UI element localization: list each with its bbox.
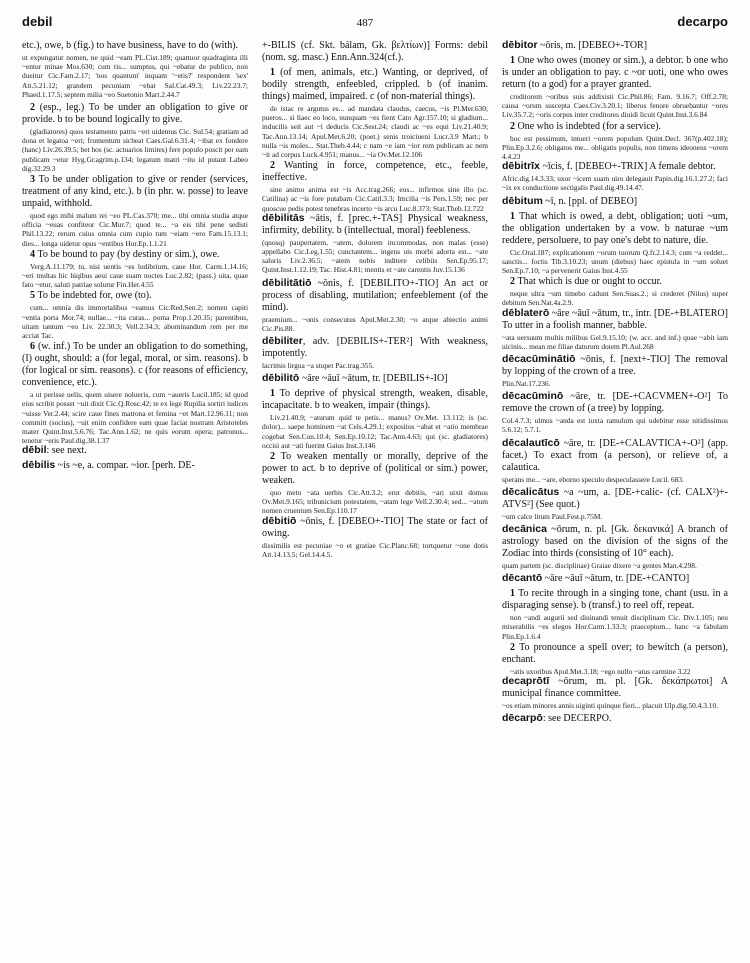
sense-number: 5 [30, 290, 38, 302]
sense-text: To be indebted for, owe (to). [37, 290, 152, 302]
headword: decaprōtī [502, 675, 550, 688]
sense-number: 2 [270, 160, 285, 172]
entry-sense [502, 642, 728, 676]
citations: (quosq) paupertatem, ~atem, dolorem incommodas, non malas (esse) appellabo Cic.Leg.1.55; cunctantem... ingens uis morbi adorta est... ~ate saluris Liv.2.36.5; ~atem nobis inditere celibiis Sen.Ep.95.17; Quint.Inst.1.12.19; Tac. Hist.4.81; mentis et ~ate carentis Juv.15.136 [262, 237, 488, 275]
citations: (gladiatores) quos testamento patris ~eri uidemus Cic. Sul.54; gratiam ad dona et legatoa ~eri; frumentum sicheat Caes.Gal.6.31.4; ~ibat ex fondere (hanc) Liv.26.39.5; bet hos (sc. actuarios limites) fere populo poscit per eam publicam ~etur Hyg.Gr.agrim.p.134; legatum matri ~itu id putant Labeo dig.32.29.3 [22, 127, 248, 173]
citations: Verg.A.11.179; tu, nisi uentis ~es ludibrium, caue Hor. Carm.1.14.16; ~eri multas hic hiqibus aeui caue suam noctes Luc.2.82; (pass.) uita, quae fato ~etur, saluti patriae solutur Fin.Her.4.55 [22, 261, 248, 290]
headword: dēcalicātus [502, 485, 560, 498]
sense-text: That which is owed, a debt, obligation; uoti ~um, the obligation undertaken by a vow. b naturae ~um reddere, persoluere, to pay one's debt to nature, die. [502, 210, 728, 246]
sense-number: 2 [270, 451, 281, 463]
text-columns [22, 40, 728, 960]
sense-number: 2 [510, 120, 518, 132]
sense-text: To weaken mentally or morally, deprive of the power to act. b to deprive of (political or sim.) power, weaken. [262, 451, 488, 487]
sense-text: To deprive of physical strength, weaken, disable, incapacitate. b to weaken, impair (things). [262, 388, 488, 412]
citations: Col.4.7.3; ulmus ~anda est iuxta ramulum qui udebitur esse nitidissimus 5.6.12; 5.7.1. [502, 416, 728, 435]
sense-text: To be under obligation to give or render (services, treatment of any kind, etc.). b (in phr. w. posse) to leave unpaid, withhold. [22, 174, 248, 210]
sense-text: Wanting in force, competence, etc., feeble, ineffective. [262, 160, 488, 184]
sense-text: (esp., leg.) To be under an obligation to give or provide. b to be bound logically to give. [22, 102, 248, 126]
dictionary-entry [502, 676, 728, 710]
entry-sense [262, 40, 488, 64]
sense-text: (w. inf.) To be under an obligation to do something, (I) ought, should: a (for legal, moral, or sim. reasons). b (for logical or sim. reasons). c (for reasons of efficiency, convenience, etc.). [22, 341, 248, 389]
column-middle [262, 40, 488, 960]
dictionary-entry [502, 573, 728, 585]
continued-text: etc.), owe, b (fig.) to have business, have to do (with). [22, 40, 239, 51]
entry-etymology: ~ī, n. [ppl. of DEBEO] [542, 195, 638, 207]
citations: Plin.Nat.17.236. [502, 379, 551, 389]
citations: sperans me... ~are, eborno speculo despeculassere Lucil. 683. [502, 474, 684, 484]
citations: praemium... ~onis consecutus Apul.Met.2.30; ~o atque abiectio animi Cic.Pis.88. [262, 314, 488, 333]
citations: ~um calce litum Paul.Fest.p.75M. [502, 511, 603, 521]
sense-number: 2 [510, 276, 518, 288]
entry-sense [502, 121, 728, 162]
dictionary-entry [502, 196, 728, 208]
headword: decānica [502, 523, 547, 536]
continued-text: +-BILIS (cf. Skt. bálam, Gk. βελτίων)] Forms: debil (nom. sg. masc.) Enn.Ann.324(cf.). [262, 40, 488, 63]
citations: a ut perisse uelis, quem uisere nolueris, cum ~aueris Lucil.185; id quod eius scribit posset ~uit dixit Cic.Q.Rosc.42; te ex lege Rupilia sortiri iudices ~uisse Ver.2.44; scire caue fines matrona et femina ~et Mart.12.96.11; non committ (socius), ~uit enim confidere eam quae faciat nostram Aristoteles mater Quint.Inst.5.6.76; Tac.Ann.1.62; ne quis eorum opera; patronus... tenetur ~eris Paul.dig.38.1.37 [22, 390, 248, 446]
dictionary-entry [502, 40, 728, 52]
sense-text: To pronounce a spell over; to bewitch (a person), enchant. [502, 641, 728, 665]
headword: dēcantō [502, 572, 543, 585]
entry-etymology: : see DECERPO. [542, 713, 612, 725]
headword: dēbitum [502, 194, 543, 207]
sense-definition [502, 55, 728, 91]
entry-etymology: ~ōrum, m. pl. [Gk. δεκάπρωτοι] A municipal finance committee. [502, 676, 728, 700]
entry-sense [502, 276, 728, 307]
citations: quod ego mihi malum rei ~eo PL.Cas.370; me... tibi omnia studia atque officia ~euas confiteor Cic.Mur.7; quod te... ~a eis tibi pene sedisti Phil.13.22; rerum cuius omnia cum cupio tum ~eiam ~ero Fam.15.13.1; dies... longa uidetur opus ~entibus Hor.Ep.1.1.21 [22, 211, 248, 248]
sense-number: 1 [510, 588, 519, 600]
entry-etymology: ~āre ~āuī ~ātum, tr. [DE-+CANTO] [542, 573, 690, 585]
sense-definition [262, 67, 488, 103]
headword: dēbitiō [262, 514, 297, 527]
entry-sense [22, 102, 248, 173]
dictionary-entry [22, 460, 248, 472]
sense-definition [502, 121, 728, 133]
entry-sense [502, 211, 728, 276]
sense-definition [502, 642, 728, 666]
sense-text: (of men, animals, etc.) Wanting, or deprived, of bodily strength, enfeebled, crippled. b (of inanim. things) maimed, impaired. c (of non-material things). [262, 67, 488, 102]
headword: dēbitrīx [502, 160, 540, 173]
sense-definition [22, 174, 248, 210]
entry-sense [22, 174, 248, 248]
headword: dēbilis [22, 459, 56, 472]
citations: de istac re argutus es... ad mandata claudus, caecus, ~is Pl.Mer.630; pueros... si liaec eo loco, nunquam ~es fient Cato Agr.157.10; si gladium... inducilis seit aut ~i deducis Cic.Sest.24; claudi ac ~es equi Liv.21.40.9; Tac.Ann.13.14; Apul.Met.6.20; (poet.) senis troiciueni Lucr.3.9 Mart.; b nulla ~is moles... Stat.Theb.4.44; c nam ~e iam ~ior rem publicam ac nem ~it ad corpus Luck.4.951; manus... ~ia Ov.Met.12.106 [262, 104, 488, 160]
sense-number: 1 [270, 388, 280, 400]
dictionary-entry [262, 213, 488, 275]
dictionary-entry [262, 336, 488, 370]
dictionary-entry [502, 487, 728, 521]
entry-sense [502, 55, 728, 120]
sense-number: 2 [510, 641, 520, 653]
entry-etymology: ~ōnis, f. [next+-TIO] The removal by lopping of the crown of a tree. [502, 354, 728, 378]
citations: ut expungatur nomen, ne quid ~eam PL.Cist.189; quattuor quadragintа illi ~entur minae Mos.630; cum tis... sumptus, qui ~ebatur de publico, non dueitur Cic.Fam.2.17; 'nos quantum' inquam '~etis?' respondent 'sex' Att.5.21.12; grandem pecuniam ~ebat Sal.Cat.49.3; Liv.22.23.7; Phaed.1.17.5; septem milia ~eo Suetonio Mart.2.44.7 [22, 53, 248, 99]
entry-etymology: ~is ~e, a. compar. ~ior. [perh. DE- [55, 460, 195, 472]
citations: ~ata uersuum multis milibus Gel.9.15.10; (w. acc. and inf.) quae ~abit iam uicinis... mean me filiae daturum dotem Pl.Aul.268 [502, 332, 728, 351]
sense-number: 1 [510, 210, 519, 222]
entry-etymology: ~āre, tr. [DE-+CACVMEN+-O²] To remove the crown of (a tree) by lopping. [502, 391, 728, 415]
column-left [22, 40, 248, 960]
citations: cum... omnia dis immortalibus ~eamus Cic.Red.Sen.2; nomen capiti ~entia porta Mor.74; nullae... ~ita curas... poma Prop.1.20.35; parentibus, uitam tantum ~eo Liv. 22.30.3; Vell.2.34.3; abominandum rem per me acciat Tac. [22, 303, 248, 341]
dictionary-entry [502, 524, 728, 570]
dictionary-entry [262, 516, 488, 559]
headword: dēbilitātiō [262, 276, 312, 289]
first-headword: debil [22, 14, 53, 29]
entry-sense [262, 160, 488, 213]
entry-etymology: ~ōnis, f. [DEBILITO+-TIO] An act or process of disabling, mutilation; enfeeblement (of the mind). [262, 277, 488, 313]
sense-text: One who is indebted (for a service). [517, 120, 662, 132]
citations: quo metu ~ata uerbis Cic.Att.3.2; erut debitis, ~ari uixit domus Ov.Met.9.165; tribunicium potestatem, ~atam lege Vell.2.30.4; sed... ~atum nomen cruentum Sen.Ep.110.17 [262, 488, 488, 516]
citations: ~atis uxoribus Apul.Met.3.18; ~ego nullo ~atus carmine 3.22 [510, 666, 691, 676]
entry-etymology: , adv. [DEBILIS+-TER²] With weakness, impotently. [262, 336, 488, 360]
sense-number: 6 [30, 341, 38, 353]
entry-etymology: ~a ~um, a. [DE-+calic- (cf. CALX²)+-ATVS²] (See quot.) [502, 486, 728, 510]
dictionary-entry [502, 391, 728, 434]
sense-text: That which is due or ought to occur. [517, 276, 662, 288]
citations: lacrimis lirgua ~a stupet Pac.trag.355. [262, 361, 375, 371]
sense-definition [22, 341, 248, 389]
sense-definition [22, 249, 248, 261]
column-right [502, 40, 728, 960]
sense-definition [22, 102, 248, 126]
citations: hoc est pessimum, intueri ~orem populum Quint.Decl. 367(p.402.18); Plin.Ep.3.2.6; obligatos me... obligatis populis, non timens ideoneus ~orem 4.4.23 [502, 133, 728, 162]
entry-etymology: ~āre ~āuī ~ātum, tr. [DEBILIS+-IO] [299, 373, 448, 385]
citations: dissimilis est pecuniae ~o et gratiae Cic.Planc.68; tortquetur ~one dotis Att.14.13.5; Gel.14.4.5. [262, 540, 488, 559]
citations: creditorem ~oribus suis addixisti Cic.Phil.86; Fam. 9.16.7; Off.2.78; causa ~orum suscepta Caes.Civ.3.20.1; liberos fenore obruebantur ~ores Liv.35.7.2; ~oris corpus inter creditores diuidi licuit Quint.Inst.3.6.84 [502, 92, 728, 120]
headword: dēbiliter [262, 335, 303, 348]
dictionary-entry [502, 308, 728, 351]
headword: dēcacūminātiō [502, 353, 576, 366]
citations: neque ultra ~um timebo cadunt Sen.Suas.2.; si crederet (Nilus) super debitum Sen.Nat.4a.2.9. [502, 289, 728, 308]
entry-etymology: ~ōris, m. [DEBEO+-TOR] [537, 40, 648, 51]
dictionary-entry [262, 373, 488, 385]
sense-definition [502, 276, 728, 288]
entry-etymology: ~ōrum, n. pl. [Gk. δεκανικά] A branch of astrology based on the division of the signs of the Zodiac into thirds (consisting of 10° each). [502, 524, 728, 560]
dictionary-entry [502, 713, 728, 725]
citations: non ~andi augurii sed diuinandi tenuit disciplinam Cic. Div.1.105; neu miserabilis ~es elegos Hor.Carm.1.33.3; praeceptum... hanc ~a fabulam Plin.Ep.1.6.4 [502, 613, 728, 641]
headword: dēbilitō [262, 372, 300, 385]
entry-sense [262, 388, 488, 450]
entry-sense [22, 249, 248, 290]
entry-etymology: ~īcis, f. [DEBEO+-TRIX] A female debtor. [539, 161, 716, 173]
sense-definition [262, 451, 488, 487]
entry-etymology: ~āre ~āuī ~ātum, tr., intr. [DE-+BLATERO] To utter in a foolish manner, babble. [502, 307, 728, 331]
dictionary-entry [262, 278, 488, 333]
entry-sense [22, 40, 248, 99]
sense-text: To recite through in a singing tone, chant (usu. in a disparaging sense). b (transf.) to reel off, repeat. [502, 588, 728, 612]
citations: Afric.dig.14.3.33; uxor ~icem suam uiro delegauit Papin.dig.16.1.27.2; faci ~ix ex conductione sectigalis Paul.dig.49.14.47. [502, 174, 728, 193]
headword: dēbitor [502, 40, 538, 51]
headword: dēbil [22, 444, 47, 457]
dictionary-entry [502, 354, 728, 388]
entry-sense [502, 588, 728, 641]
entry-etymology: ~ātis, f. [prec.+-TAS] Physical weakness, infirmity, debility. b (intellectual, moral) feebleness. [262, 212, 488, 236]
headword: dēcarpō [502, 712, 543, 725]
sense-number: 4 [30, 248, 38, 260]
sense-definition [22, 290, 248, 302]
entry-etymology: ~ōnis, f. [DEBEO+-TIO] The state or fact of owing. [262, 515, 488, 539]
sense-text: One who owes (money or sim.), a debtor. b one who is under an obligation to pay. c ~or uoti, one who owes return (to a god) for a prayer granted. [502, 55, 728, 90]
headword: dēbilitās [262, 211, 305, 224]
sense-number: 3 [30, 174, 39, 186]
entry-sense [262, 67, 488, 159]
sense-number: 1 [510, 55, 518, 66]
sense-definition [502, 211, 728, 247]
headword: dēblaterō [502, 306, 550, 319]
dictionary-entry [502, 161, 728, 192]
citations: quam partem (sc. disciplinae) Graiae dixere ~a gentes Man.4.298. [502, 561, 697, 571]
headword: dēcalautīcō [502, 436, 560, 449]
sense-number: 2 [30, 102, 40, 114]
running-head [22, 14, 728, 36]
dictionary-entry [502, 438, 728, 484]
sense-definition [502, 588, 728, 612]
citations: Liv.21.40.9; ~aturum quid te petis... manus? Ov.Met. 13.112; is (sc. dolor)... saepe hominem ~at Cels.4.29.1; expositos ~abat et ~atio membrae cogebat Sen.Con.10.4; Sen.Ep.10.12; Tac.Ann.4.63; qui (sc. gladiatores) occisi aut ~ati fuerint Gaius Inst.3.146 [262, 413, 488, 450]
dictionary-entry [22, 445, 248, 457]
citations: Cic.Oral.187; explicationem ~orum tuorum Q.fr.2.14.3; cum ~a reddet... sanctis... foctis Tib.3.10.23; unum (diebus) haec epistula in ~um soluet Sen.Ep.7.10; ~a pervenerit Gaius Inst.4.55 [502, 247, 728, 276]
citations: ~os etiam minores annis uiginti quinque fieri... placuit Ulp.dig.50.4.3.10. [502, 701, 719, 711]
sense-number: 1 [270, 67, 281, 78]
entry-sense [22, 341, 248, 445]
page-number: 487 [356, 17, 374, 29]
entry-sense [22, 290, 248, 340]
sense-definition [262, 160, 488, 184]
headword: dēcacūminō [502, 390, 564, 403]
sense-definition [262, 388, 488, 412]
entry-etymology: ~āre, tr. [DE-+CALAVTICA+-O²] (app. facet.) To exact from (a person), or relieve of, a calautica. [502, 437, 728, 473]
entry-etymology: : see next. [46, 445, 87, 457]
sense-text: To be bound to pay (by destiny or sim.), owe. [37, 248, 220, 260]
citations: sine animo anima est ~is Acc.trag.266; eos... infirmos sine illo (sc. Catilina) ac ~is fore putabam Cic.Catil.3.3; Imcilia ~is Pers.1.59; nec per quoscue pedis potest tenebras incerto ~is arcu Luc.8.373; Stat.Theb.12.722 [262, 185, 488, 213]
entry-sense [262, 451, 488, 516]
last-headword: decarpo [677, 14, 728, 29]
